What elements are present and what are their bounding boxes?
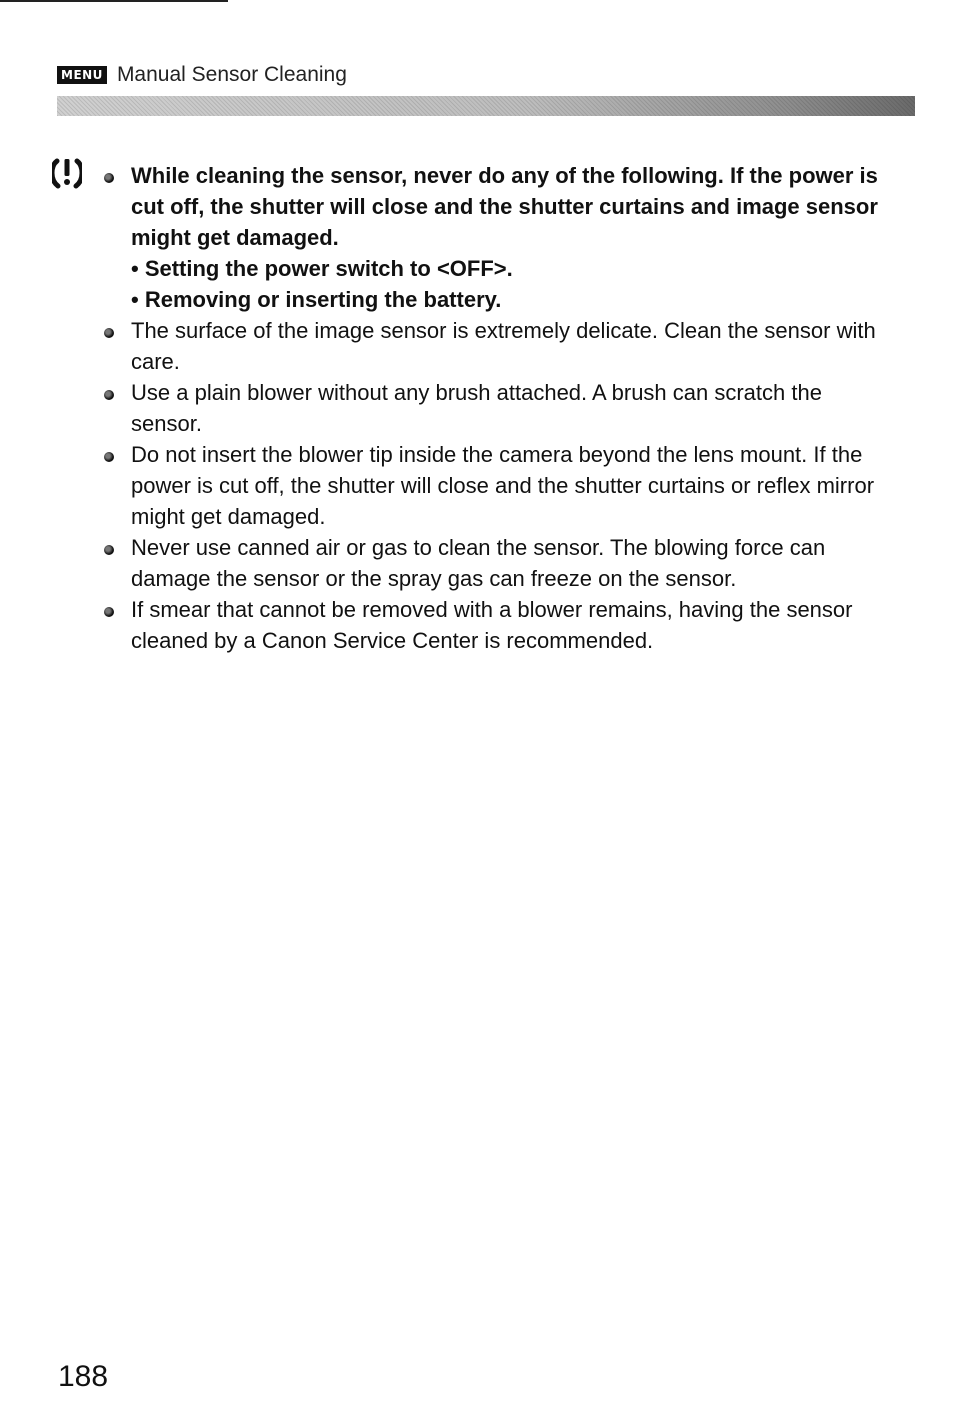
caution-subitem: • Removing or inserting the battery.: [131, 287, 502, 312]
caution-item-text: Never use canned air or gas to clean the sensor. The blowing force can damage the sensor or the spray gas can freeze on the sensor.: [131, 535, 826, 591]
caution-item-text: The surface of the image sensor is extremely delicate. Clean the sensor with care.: [131, 318, 876, 374]
caution-item-text: While cleaning the sensor, never do any of the following. If the power is cut off, the shutter will close and the shutter curtains and image sensor might get damaged.: [131, 163, 878, 250]
caution-subitem: • Setting the power switch to <OFF>.: [131, 256, 513, 281]
bullet-icon: [104, 607, 114, 617]
page-number: 188: [58, 1360, 109, 1393]
caution-list: [98, 160, 898, 656]
header-gradient-bar: [57, 96, 915, 116]
caution-item: [98, 160, 898, 253]
caution-item-text: Do not insert the blower tip inside the camera beyond the lens mount. If the power is cut off, the shutter will close and the shutter curtains or reflex mirror might get damaged.: [131, 442, 875, 529]
caution-item: [98, 377, 898, 439]
caution-icon: [52, 155, 82, 189]
bullet-icon: [104, 173, 114, 183]
bullet-icon: [104, 390, 114, 400]
caution-item-text: Use a plain blower without any brush attached. A brush can scratch the sensor.: [131, 380, 822, 436]
bullet-icon: [104, 328, 114, 338]
top-rule: [0, 0, 228, 2]
caution-item: [98, 439, 898, 532]
bullet-icon: [104, 545, 114, 555]
caution-item: [98, 315, 898, 377]
caution-item-text: If smear that cannot be removed with a blower remains, having the sensor cleaned by a Canon Service Center is recommended.: [131, 597, 853, 653]
caution-item: [98, 532, 898, 594]
bullet-icon: [104, 452, 114, 462]
section-title: Manual Sensor Cleaning: [116, 63, 347, 86]
page-header: [57, 62, 347, 88]
caution-item: [98, 594, 898, 656]
menu-badge-icon: MENU: [57, 66, 107, 84]
